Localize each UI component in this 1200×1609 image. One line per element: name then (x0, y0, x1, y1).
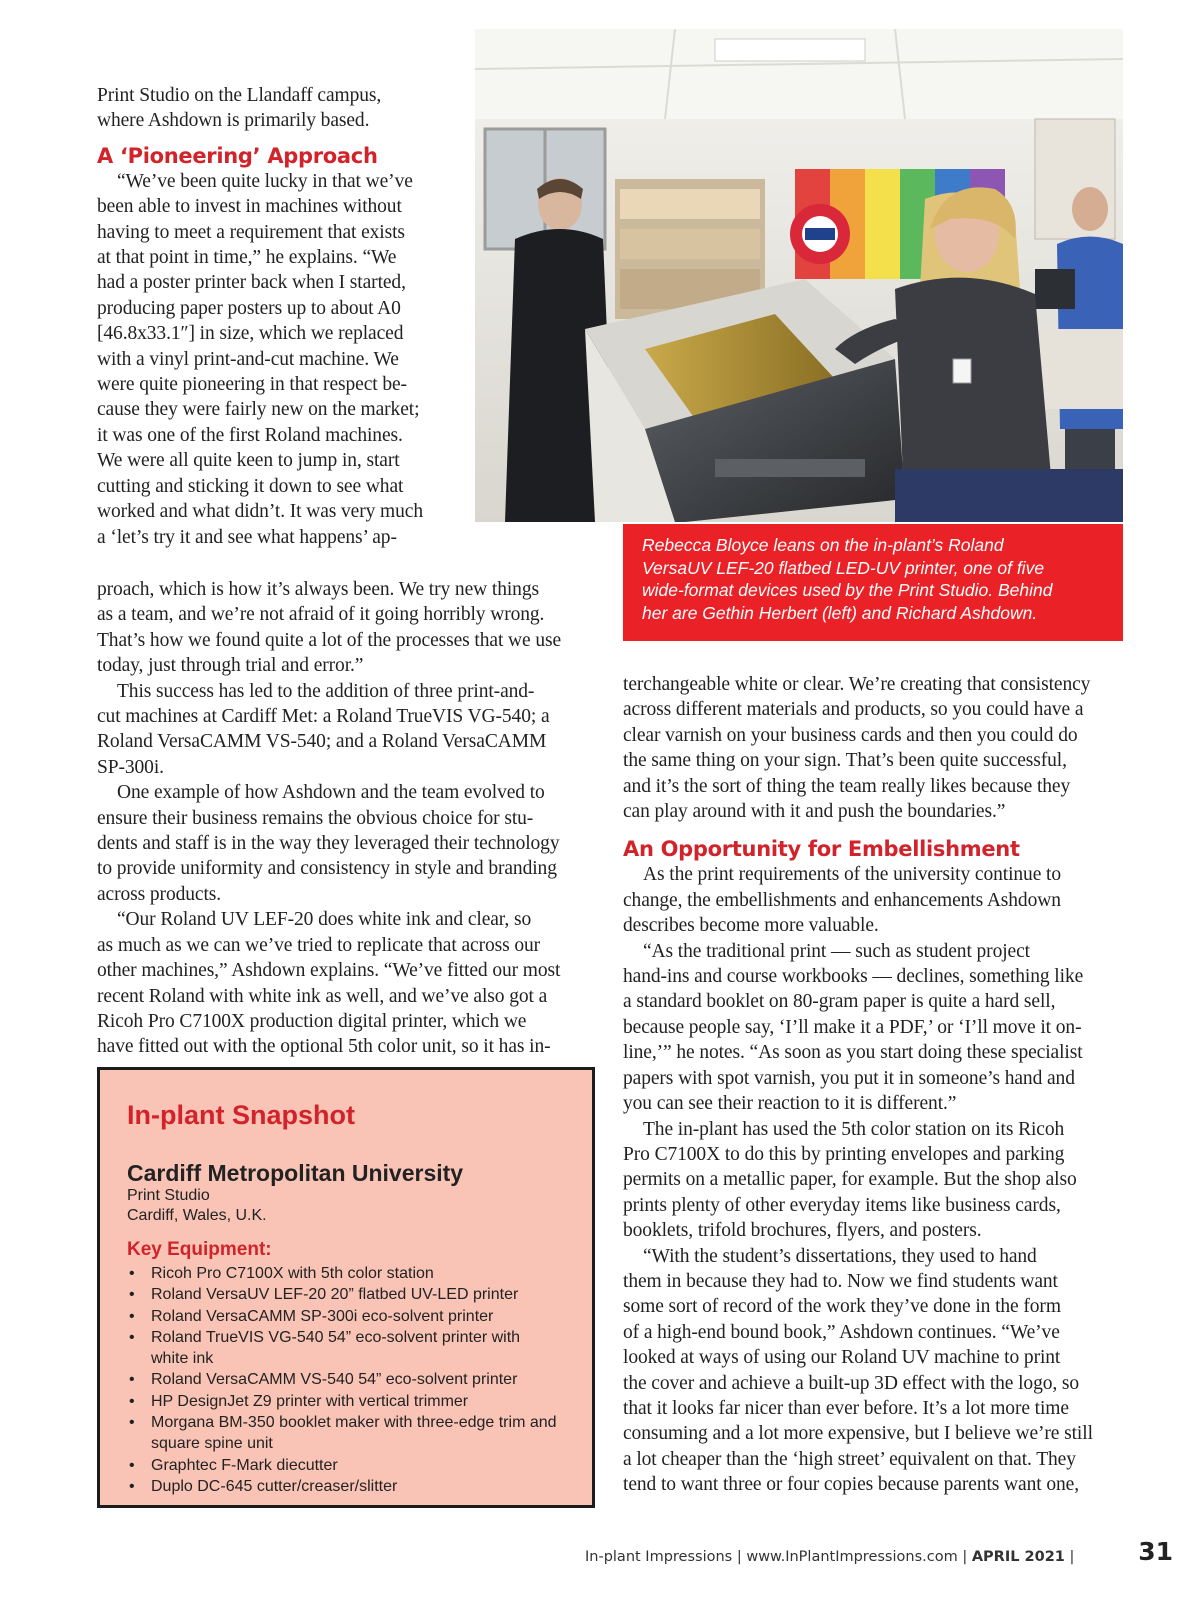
text-line: have fitted out with the optional 5th color unit, so it has in- (97, 1036, 551, 1058)
left-column-top (97, 83, 477, 550)
equipment-item-line: Graphtec F-Mark diecutter (151, 1456, 338, 1474)
text-line: terchangeable white or clear. We’re creating that consistency (623, 674, 1091, 695)
text-line: other machines,” Ashdown explains. “We’ve fitted our most (97, 960, 561, 982)
print-studio-photo-illustration (475, 29, 1123, 522)
text-line: Roland VersaCAMM VS-540; and a Roland VersaCAMM (97, 731, 547, 753)
heading-embellishment: An Opportunity for Embellishment (623, 837, 1020, 862)
text-line: booklets, trifold brochures, flyers, and posters. (623, 1220, 982, 1242)
text-line: papers with spot varnish, you put it in someone’s hand and (623, 1067, 1075, 1089)
text-line: cause they were fairly new on the market; (97, 399, 420, 421)
text-line: Ricoh Pro C7100X production digital printer, which we (97, 1010, 527, 1032)
text-line: with a vinyl print-and-cut machine. We (97, 348, 399, 370)
text-line: “Our Roland UV LEF-20 does white ink and clear, so (117, 909, 532, 931)
text-line: tend to want three or four copies because parents want one, (623, 1474, 1079, 1496)
equipment-item (151, 1327, 572, 1370)
text-line: where Ashdown is primarily based. (97, 110, 370, 132)
equipment-item (151, 1476, 572, 1497)
text-line: As the print requirements of the university continue to (643, 864, 1061, 886)
text-line: as a team, and we’re not afraid of it going horribly wrong. (97, 604, 545, 626)
text-line: SP-300i. (97, 756, 164, 778)
equipment-item-line: Morgana BM-350 booklet maker with three-edge trim and (151, 1414, 557, 1432)
paragraph-uniformity (97, 780, 602, 907)
text-line: dents and staff is in the way they leveraged their technology (97, 833, 560, 855)
paragraph-interchangeable (623, 672, 1128, 824)
text-line: proach, which is how it’s always been. We try new things (97, 579, 539, 600)
snapshot-location: Cardiff, Wales, U.K. (127, 1207, 267, 1224)
text-line: across products. (97, 883, 222, 905)
footer-publication: In-plant Impressions (585, 1549, 733, 1565)
text-line: recent Roland with white ink as well, and we’ve also got a (97, 985, 548, 1007)
text-line: producing paper posters up to about A0 (97, 297, 401, 319)
paragraph-white-ink (97, 907, 602, 1059)
equipment-item-line: square spine unit (151, 1435, 273, 1453)
text-line: consuming and a lot more expensive, but I believe we’re still (623, 1423, 1093, 1445)
footer-issue: APRIL 2021 (971, 1549, 1065, 1565)
text-line: change, the embellishments and enhancements Ashdown (623, 889, 1061, 911)
text-line: had a poster printer back when I started, (97, 272, 406, 294)
footer-publication-line (585, 1549, 1074, 1565)
heading-pioneering-approach: A ‘Pioneering’ Approach (97, 143, 378, 168)
footer-separator: | (962, 1549, 972, 1565)
text-line: cutting and sticking it down to see what (97, 475, 404, 497)
text-line: cut machines at Cardiff Met: a Roland TrueVIS VG-540; a (97, 706, 550, 728)
equipment-item-line: Roland VersaCAMM VS-540 54” eco-solvent printer (151, 1371, 518, 1389)
text-line: as much as we can we’ve tried to replicate that across our (97, 934, 541, 956)
text-line: One example of how Ashdown and the team evolved to (117, 782, 545, 804)
equipment-item-line: HP DesignJet Z9 printer with vertical trimmer (151, 1392, 469, 1410)
equipment-item-line: Roland VersaUV LEF-20 20” flatbed UV-LED printer (151, 1286, 519, 1304)
paragraph-traditional-print (623, 939, 1128, 1117)
snapshot-key-equipment-label: Key Equipment: (127, 1239, 272, 1260)
paragraph-print-requirements (623, 862, 1128, 938)
text-line: some sort of record of the work they’ve done in the form (623, 1296, 1061, 1318)
text-line: Print Studio on the Llandaff campus, (97, 85, 382, 106)
text-line: that it looks far nicer than ever before. It’s a lot more time (623, 1397, 1069, 1419)
equipment-list (127, 1263, 572, 1497)
right-column (623, 672, 1128, 1498)
inplant-snapshot-box (97, 1067, 595, 1508)
text-line: worked and what didn’t. It was very much (97, 501, 423, 523)
text-line: This success has led to the addition of three print-and- (117, 680, 535, 702)
text-line: and it’s the sort of thing the team really likes because they (623, 775, 1071, 797)
text-line: can play around with it and push the boundaries.” (623, 801, 1006, 823)
text-line: ensure their business remains the obvious choice for stu- (97, 807, 534, 829)
equipment-item-line: Duplo DC-645 cutter/creaser/slitter (151, 1477, 398, 1495)
text-line: been able to invest in machines without (97, 196, 402, 218)
page-footer (585, 1537, 1173, 1571)
text-line: them in because they had to. Now we find students want (623, 1270, 1058, 1292)
snapshot-organization: Cardiff Metropolitan University (127, 1160, 464, 1186)
text-line: a lot cheaper than the ‘high street’ equivalent on that. They (623, 1448, 1076, 1470)
text-line: “As the traditional print — such as student project (643, 940, 1030, 962)
equipment-item (151, 1369, 572, 1390)
photo-caption (623, 524, 1123, 641)
text-line: to provide uniformity and consistency in style and branding (97, 858, 557, 880)
text-line: because people say, ‘I’ll make it a PDF,’ or ‘I’ll move it on- (623, 1016, 1082, 1038)
intro-lines (97, 83, 477, 134)
footer-separator: | (736, 1549, 747, 1565)
equipment-item-line: Roland VersaCAMM SP-300i eco-solvent printer (151, 1307, 494, 1325)
equipment-item-line: white ink (151, 1350, 214, 1368)
text-line: having to meet a requirement that exists (97, 221, 405, 243)
equipment-item (151, 1391, 572, 1412)
paragraph-5th-color (623, 1117, 1128, 1244)
equipment-item (151, 1306, 572, 1327)
text-line: hand-ins and course workbooks — declines, something like (623, 966, 1084, 988)
text-line: We were all quite keen to jump in, start (97, 450, 400, 472)
text-line: looked at ways of using our Roland UV machine to print (623, 1347, 1061, 1369)
equipment-item (151, 1412, 572, 1455)
left-column-bottom (97, 577, 602, 1060)
equipment-item-line: Ricoh Pro C7100X with 5th color station (151, 1265, 434, 1282)
text-line: were quite pioneering in that respect be- (97, 374, 407, 396)
page-number: 31 (1138, 1537, 1173, 1566)
text-line: permits on a metallic paper, for example. But the shop also (623, 1169, 1077, 1191)
text-line: the same thing on your sign. That’s been quite successful, (623, 750, 1067, 772)
footer-website[interactable]: www.InPlantImpressions.com (746, 1549, 958, 1565)
snapshot-title: In-plant Snapshot (127, 1100, 355, 1130)
text-line: VersaUV LEF-20 flatbed LED-UV printer, one of five (642, 557, 1045, 578)
equipment-item (151, 1455, 572, 1476)
text-line: “We’ve been quite lucky in that we’ve (117, 170, 413, 192)
equipment-item-line: Roland TrueVIS VG-540 54” eco-solvent printer with (151, 1328, 521, 1346)
text-line: That’s how we found quite a lot of the processes that we use (97, 629, 562, 651)
paragraph-dissertations (623, 1244, 1128, 1498)
equipment-item (151, 1284, 572, 1305)
text-line: today, just through trial and error.” (97, 655, 364, 677)
text-line: Pro C7100X to do this by printing envelopes and parking (623, 1143, 1065, 1165)
text-line: clear varnish on your business cards and then you could do (623, 724, 1078, 746)
text-line: the cover and achieve a built-up 3D effect with the logo, so (623, 1372, 1080, 1394)
text-line: Rebecca Bloyce leans on the in-plant’s Roland (642, 535, 1004, 555)
footer-separator: | (1069, 1549, 1075, 1565)
text-line: at that point in time,” he explains. “We (97, 247, 397, 269)
text-line: a ‘let’s try it and see what happens’ ap- (97, 526, 397, 548)
text-line: it was one of the first Roland machines. (97, 424, 403, 446)
paragraph-pioneering-wide (97, 577, 602, 679)
text-line: line,’” he notes. “As soon as you start doing these specialist (623, 1042, 1083, 1064)
paragraph-pioneering-narrow (97, 169, 477, 550)
text-line: her are Gethin Herbert (left) and Richard Ashdown. (642, 602, 1038, 623)
text-line: wide-format devices used by the Print Studio. Behind (642, 580, 1053, 600)
paragraph-print-and-cut (97, 679, 602, 781)
text-line: The in-plant has used the 5th color station on its Ricoh (643, 1118, 1065, 1140)
text-line: a standard booklet on 80-gram paper is quite a hard sell, (623, 991, 1056, 1013)
text-line: “With the student’s dissertations, they used to hand (643, 1245, 1037, 1267)
text-line: across different materials and products, so you could have a (623, 699, 1084, 721)
photo-caption-text (642, 534, 1107, 624)
text-line: [46.8x33.1″] in size, which we replaced (97, 323, 404, 345)
text-line: of a high-end bound book,” Ashdown continues. “We’ve (623, 1321, 1060, 1343)
snapshot-department: Print Studio (127, 1187, 210, 1204)
print-studio-photo (475, 29, 1123, 522)
equipment-item (151, 1263, 572, 1284)
text-line: you can see their reaction to it is different.” (623, 1093, 957, 1115)
text-line: describes become more valuable. (623, 915, 879, 937)
text-line: prints plenty of other everyday items like business cards, (623, 1194, 1061, 1216)
